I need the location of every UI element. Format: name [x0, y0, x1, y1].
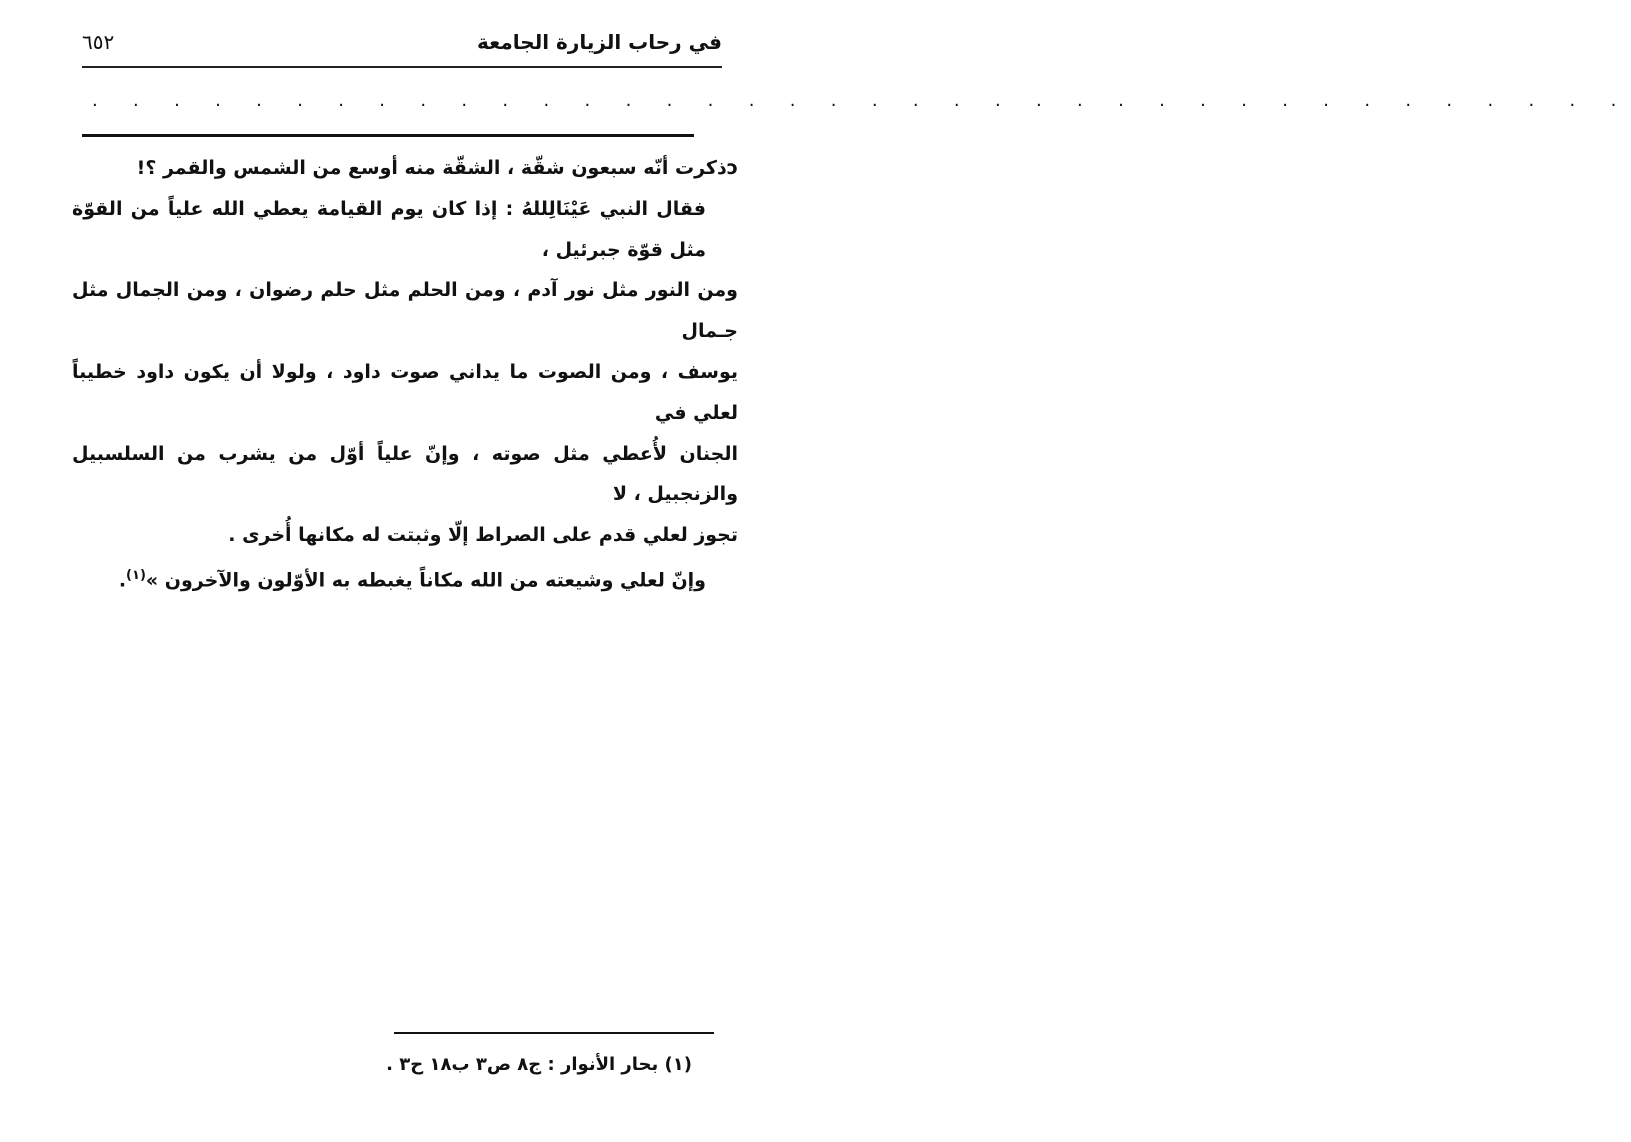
text-line-3: ومن النور مثل نور آدم ، ومن الحلم مثل حلم رضوان ، ومن الجمال مثل جـمال: [72, 279, 738, 343]
header-rule: [82, 66, 722, 68]
footnote: (١) بحار الأنوار : ج٨ ص٣ ب١٨ ح٣ .: [386, 1054, 692, 1075]
text-line-2: فقال النبي عَيْنَالِللهُ : إذا كان يوم القيامة يعطي الله علياً من القوّة مثل قوّة جبرئيل ،: [72, 197, 706, 261]
footnote-rule: [394, 1032, 714, 1034]
text-line-7-content: وإنّ لعلي وشيعته من الله مكاناً يغبطه به الأوّلون والآخرون »: [145, 569, 706, 592]
text-line-5: الجنان لأُعطي مثل صوته ، وإنّ علياً أوّل من يشرب من السلسبيل والزنجبيل ، لا: [72, 442, 738, 506]
text-line-1-content: ذكرت أنّه سبعون شقّة ، الشقّة منه أوسع من الشمس والقمر ؟!: [136, 157, 727, 179]
omission-dots: . . . . . . . . . . . . . . . . . . . . . . . . . . . . . . . . . . . . . .: [92, 90, 1631, 111]
text-line-7-end: .: [118, 569, 127, 592]
running-title: في رحاب الزيارة الجامعة: [477, 30, 722, 54]
page-header: [82, 26, 722, 68]
footnote-reference: (١): [126, 567, 146, 583]
quote-open-mark: ↄ: [726, 157, 738, 179]
main-text: [72, 148, 738, 601]
text-line-4: يوسف ، ومن الصوت ما يداني صوت داود ، ولولا أن يكون داود خطيباً لعلي في: [72, 360, 738, 424]
text-line-6: تجوز لعلي قدم على الصراط إلّا وثبتت له مكانها أُخرى .: [228, 524, 738, 547]
section-rule: [82, 134, 694, 137]
page-number: ٦٥٢: [82, 30, 115, 54]
text-line-7: [72, 556, 738, 601]
text-line-1: [72, 148, 738, 189]
